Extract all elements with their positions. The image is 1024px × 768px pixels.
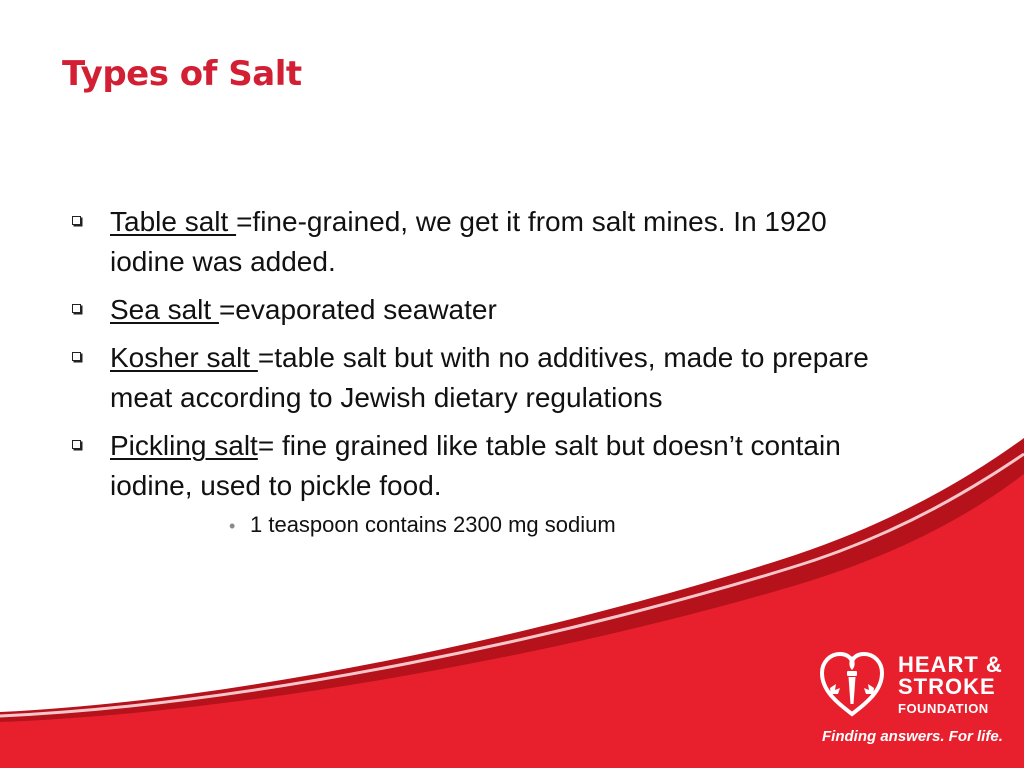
sub-bullet-sodium — [229, 510, 890, 540]
bullet-table-salt — [70, 202, 890, 282]
heart-and-stroke-logo — [816, 648, 1012, 748]
bullet-pickling-salt — [70, 426, 890, 506]
logo-wordmark — [898, 654, 1003, 718]
definition-table-salt: =fine-grained, we get it from salt mines. In 1920 iodine was added. — [110, 206, 827, 277]
definition-kosher-salt: =table salt but with no additives, made to prepare meat according to Jewish dietary regulations — [110, 342, 869, 413]
square-bullet-icon — [72, 440, 81, 449]
bullet-list — [70, 202, 890, 540]
logo-line-foundation: FOUNDATION — [898, 701, 989, 716]
square-bullet-icon — [72, 216, 81, 225]
logo-line-stroke: STROKE — [898, 674, 996, 699]
dot-bullet-icon: • — [229, 516, 236, 536]
logo-line-heart: HEART & — [898, 652, 1003, 677]
term-kosher-salt: Kosher salt — [110, 342, 258, 373]
slide-title: Types of Salt — [62, 54, 302, 94]
bullet-sea-salt — [70, 290, 890, 330]
definition-pickling-salt: = fine grained like table salt but doesn’t contain iodine, used to pickle food. — [110, 430, 841, 501]
heart-torch-icon — [816, 648, 888, 720]
bullet-kosher-salt — [70, 338, 890, 418]
square-bullet-icon — [72, 352, 81, 361]
definition-sea-salt: =evaporated seawater — [218, 294, 497, 325]
square-bullet-icon — [72, 304, 81, 313]
term-pickling-salt: Pickling salt — [110, 430, 258, 461]
term-sea-salt: Sea salt — [110, 294, 219, 325]
term-table-salt: Table salt — [110, 206, 237, 237]
logo-tagline: Finding answers. For life. — [822, 728, 1003, 745]
sub-bullet-text: 1 teaspoon contains 2300 mg sodium — [250, 512, 616, 537]
